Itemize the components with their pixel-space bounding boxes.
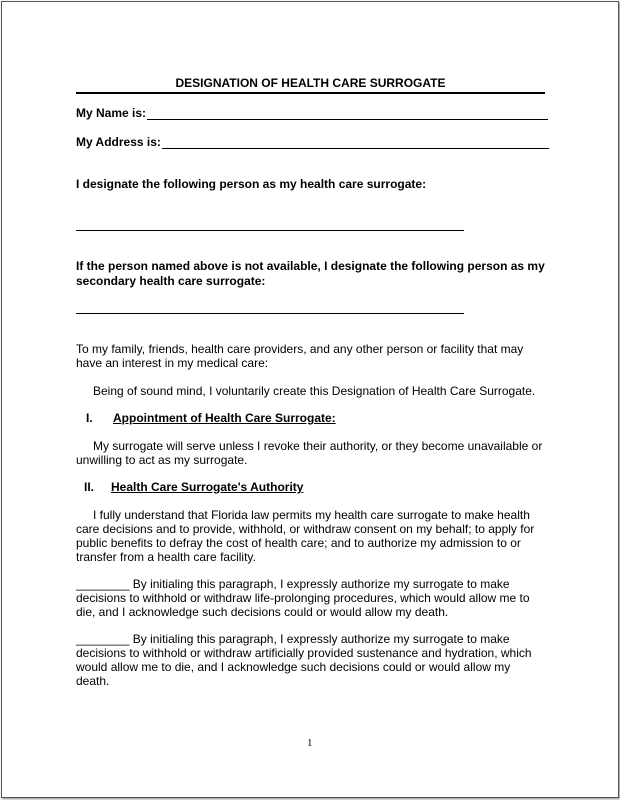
document-page — [1, 1, 619, 798]
address-blank-line[interactable] — [162, 137, 549, 149]
secondary-statement-line2: secondary health care surrogate: — [76, 274, 266, 288]
section2-number: II. — [84, 480, 95, 494]
name-blank-line[interactable] — [147, 108, 548, 120]
initial1-blank[interactable]: ________ — [76, 577, 130, 591]
section1-heading — [86, 411, 336, 425]
initial2-blank[interactable]: ________ — [76, 632, 130, 646]
section2-title: Health Care Surrogate's Authority — [111, 480, 304, 494]
section2-line2: care decisions and to provide, withhold, or withdraw consent on my behalf; to apply for — [76, 522, 535, 536]
secondary-surrogate-line[interactable] — [76, 313, 464, 314]
section1-title: Appointment of Health Care Surrogate: — [113, 411, 336, 425]
section2-line4: transfer from a health care facility. — [76, 550, 256, 564]
section2-heading — [84, 480, 303, 494]
section1-line2: unwilling to act as my surrogate. — [76, 453, 248, 467]
document-title: DESIGNATION OF HEALTH CARE SURROGATE — [76, 76, 545, 94]
intro-line1: To my family, friends, health care providers, and any other person or facility that may — [76, 342, 524, 356]
designate-statement: I designate the following person as my health care surrogate: — [76, 177, 427, 191]
initial2-line4: death. — [76, 674, 110, 688]
initial2-line1 — [76, 632, 510, 647]
primary-surrogate-line[interactable] — [76, 230, 464, 231]
section2-line1: I fully understand that Florida law permits my health care surrogate to make health — [93, 508, 530, 522]
initial2-line2: decisions to withhold or withdraw artificially provided sustenance and hydration, which — [76, 646, 532, 660]
sound-mind-statement: Being of sound mind, I voluntarily create this Designation of Health Care Surrogate. — [93, 384, 536, 398]
section1-line1: My surrogate will serve unless I revoke their authority, or they become unavailable or — [93, 439, 543, 453]
name-field — [76, 106, 548, 120]
section1-number: I. — [86, 411, 93, 425]
intro-line2: have an interest in my medical care: — [76, 356, 269, 370]
address-label: My Address is: — [76, 135, 161, 149]
address-field — [76, 135, 549, 149]
initial2-line3: would allow me to die, and I acknowledge such decisions could or would allow my — [76, 660, 511, 674]
initial1-line2: decisions to withhold or withdraw life-prolonging procedures, which would allow me to — [76, 591, 530, 605]
initial1-text: By initialing this paragraph, I expressly authorize my surrogate to make — [129, 577, 510, 591]
secondary-statement-line1: If the person named above is not available, I designate the following person as my — [76, 259, 545, 273]
initial1-line1 — [76, 577, 510, 592]
page-number: 1 — [307, 737, 313, 749]
section2-line3: public benefits to defray the cost of health care; and to authorize my admission to or — [76, 536, 521, 550]
name-label: My Name is: — [76, 106, 147, 120]
initial2-text: By initialing this paragraph, I expressly authorize my surrogate to make — [129, 632, 510, 646]
initial1-line3: die, and I acknowledge such decisions could or would allow my death. — [76, 605, 449, 619]
